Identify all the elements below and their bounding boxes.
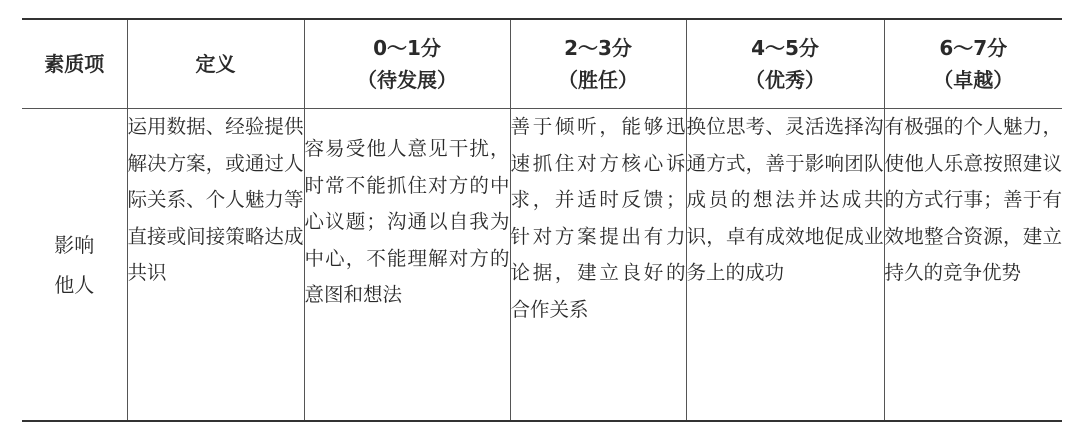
- table-row: [22, 109, 1062, 422]
- competency-table: [22, 18, 1062, 422]
- header-level-6-7-score: 6～7分: [939, 36, 1008, 60]
- cell-level-0-1: [304, 109, 510, 422]
- level-4-5-text: 换位思考、灵活选择沟通方式，善于影响团队成员的想法并达成共识，卓有成效地促成业务上的成功: [686, 115, 884, 284]
- cell-level-4-5: [686, 109, 884, 422]
- level-6-7-text: 有极强的个人魅力，使他人乐意按照建议的方式行事；善于有效地整合资源，建立持久的竞争优势: [884, 115, 1062, 284]
- header-definition: 定义: [127, 19, 304, 109]
- cell-aspect: [22, 109, 127, 422]
- cell-level-6-7: [884, 109, 1062, 422]
- aspect-line-1: 影响: [54, 232, 95, 257]
- aspect-line-2: 他人: [54, 272, 95, 297]
- header-aspect: 素质项: [22, 19, 127, 109]
- header-level-4-5: [686, 19, 884, 109]
- level-0-1-text: 容易受他人意见干扰，时常不能抓住对方的中心议题；沟通以自我为中心，不能理解对方的意图和想法: [304, 137, 510, 306]
- definition-text: 运用数据、经验提供解决方案，或通过人际关系、个人魅力等直接或间接策略达成共识: [127, 115, 304, 284]
- header-level-0-1-score: 0～1分: [373, 36, 441, 60]
- header-level-2-3-score: 2～3分: [564, 36, 632, 60]
- level-2-3-text: 善于倾听，能够迅速抓住对方核心诉求，并适时反馈；针对方案提出有力论据，建立良好的合作关系: [510, 115, 686, 321]
- header-level-0-1: [304, 19, 510, 109]
- competency-table-container: [22, 18, 1062, 422]
- header-level-2-3: [510, 19, 686, 109]
- header-level-4-5-score: 4～5分: [751, 36, 819, 60]
- header-level-0-1-label: （待发展）: [357, 68, 457, 92]
- cell-definition: [127, 109, 304, 422]
- header-level-2-3-label: （胜任）: [558, 68, 638, 92]
- header-level-6-7: [884, 19, 1062, 109]
- header-level-4-5-label: （优秀）: [745, 68, 825, 92]
- header-row: [22, 19, 1062, 109]
- header-level-6-7-label: （卓越）: [933, 68, 1014, 92]
- cell-level-2-3: [510, 109, 686, 422]
